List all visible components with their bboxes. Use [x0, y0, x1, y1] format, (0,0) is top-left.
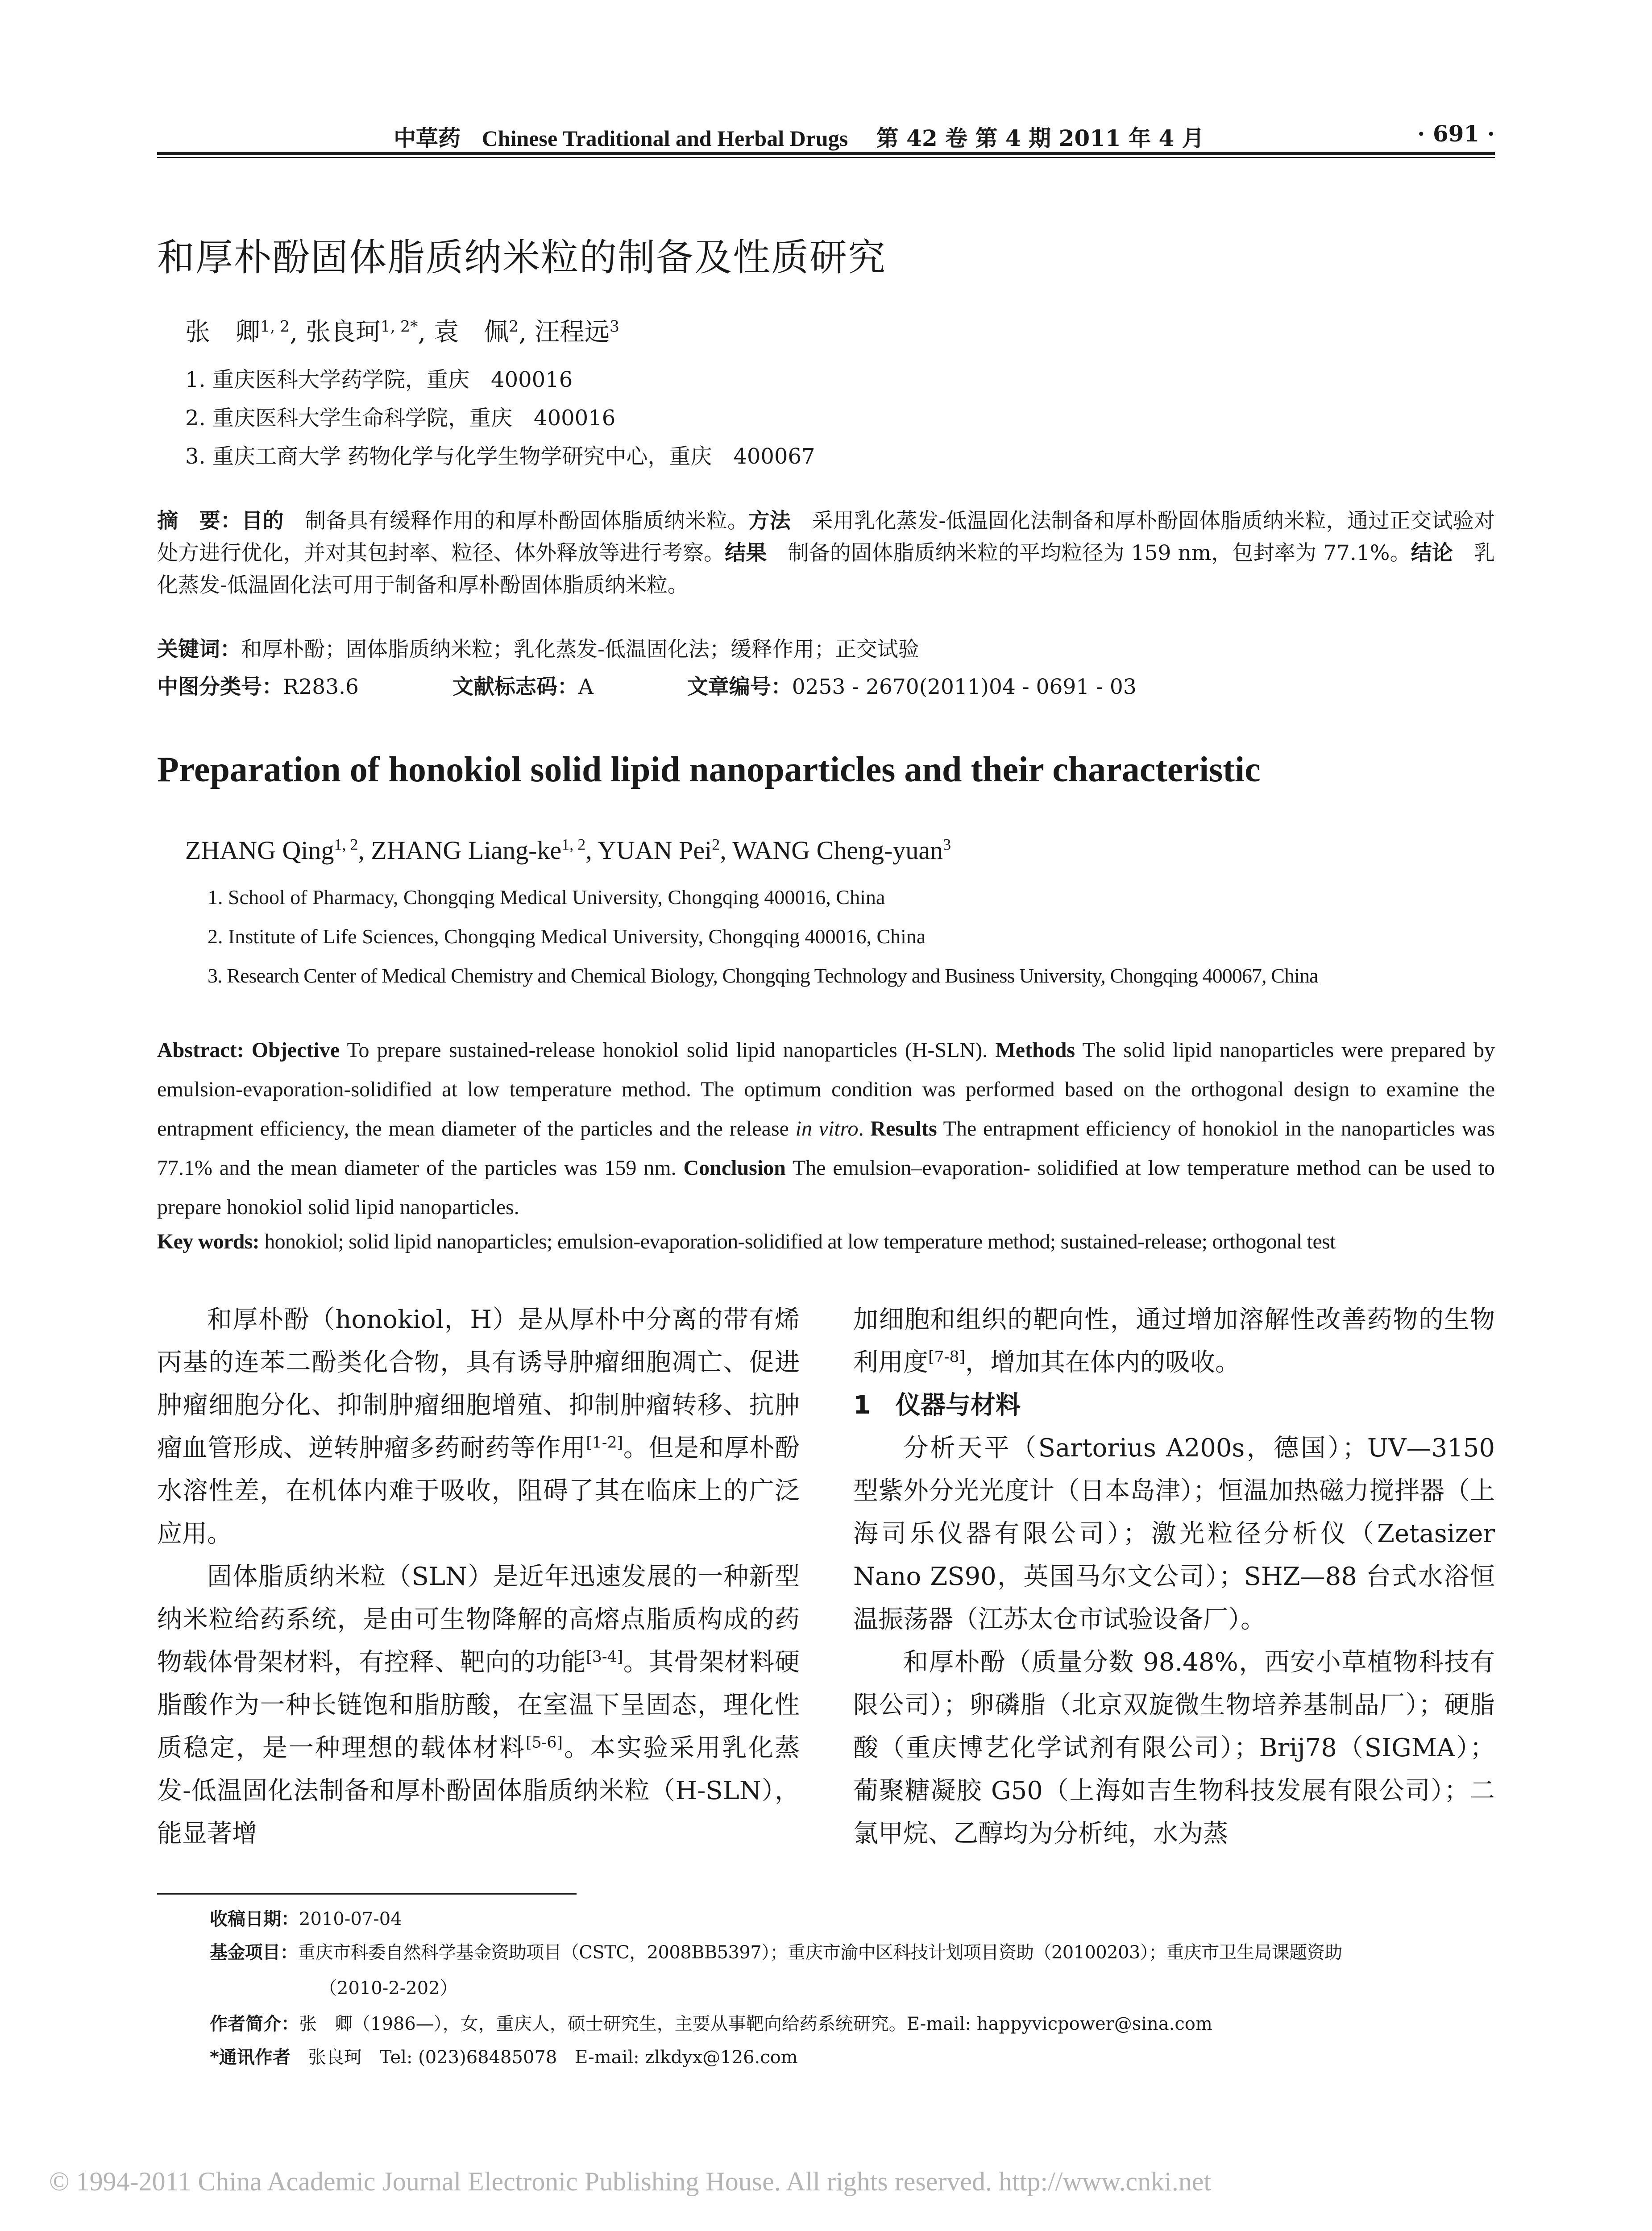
running-header [157, 117, 1495, 153]
footnote-author: 作者简介：张 卿（1986—），女，重庆人，硕士研究生，主要从事靶向给药系统研究。E-mail: happyvicpower@sina.com [210, 2014, 1212, 2034]
affiliation-cn-1: 1. 重庆医科大学药学院，重庆 400016 [185, 367, 573, 392]
header-rule-thick [157, 152, 1495, 155]
classification-line: 中图分类号：R283.6 文献标志码：A 文章编号：0253 - 2670(2011)04 - 0691 - 03 [157, 675, 1137, 699]
author-cn-3: 袁 佩 [434, 318, 509, 347]
affiliation-cn-2: 2. 重庆医科大学生命科学院，重庆 400016 [185, 406, 616, 431]
abstract-en: Abstract: Objective To prepare sustained-release honokiol solid lipid nanoparticles (H-SLN). Methods The solid lipid nanoparticles were prepared by emulsion-evaporation-solidified at low temperature method. The optimum condition was performed based on the orthogonal design to examine the entrapment efficiency, the mean diameter of the particles and the release in vitro. Results The entrapment efficiency of honokiol in the nanoparticles was 77.1% and the mean diameter of the particles was 159 nm. Conclusion The emulsion–evaporation- solidified at low temperature method can be used to prepare honokiol solid lipid nanoparticles. [157, 1038, 1495, 1219]
issue-info: 第 42 卷 第 4 期 2011 年 4 月 [876, 125, 1204, 151]
journal-info [394, 120, 1204, 153]
author-cn-2: 张良珂 [305, 318, 381, 347]
copyright-notice: © 1994-2011 China Academic Journal Electronic Publishing House. All rights reserved. http://www.cnki.net [49, 2167, 1212, 2196]
paragraph: 加细胞和组织的靶向性，通过增加溶解性改善药物的生物利用度[7-8]，增加其在体内的吸收。 [853, 1305, 1495, 1377]
affiliation-en-3: 3. Research Center of Medical Chemistry and Chemical Biology, Chongqing Technology and Business University, Chongqing 400067, China [208, 964, 1318, 987]
affiliation-en-1: 1. School of Pharmacy, Chongqing Medical University, Chongqing 400016, China [208, 886, 885, 908]
author-en-4: WANG Cheng-yuan [732, 836, 943, 865]
paragraph: 和厚朴酚（质量分数 98.48%，西安小草植物科技有限公司）；卵磷脂（北京双旋微生物培养基制品厂）；硬脂酸（重庆博艺化学试剂有限公司）；Brij78（SIGMA）；葡聚糖凝胶 G50（上海如吉生物科技发展有限公司）；二氯甲烷、乙醇均为分析纯，水为蒸 [853, 1648, 1495, 1848]
affiliation-cn-3: 3. 重庆工商大学 药物化学与化学生物学研究中心，重庆 400067 [185, 444, 815, 469]
body-column-left [157, 1298, 800, 1855]
page-number: · 691 · [1417, 120, 1495, 147]
body-column-right [853, 1298, 1495, 1855]
author-en-2: ZHANG Liang-ke [371, 836, 562, 865]
authors-en: ZHANG Qing$^{1, 2}$, ZHANG Liang-ke$^{1, 2}$, YUAN Pei$^2$, WANG Cheng-yuan$^3$ [185, 835, 951, 865]
section-heading: 1 仪器与材料 [853, 1391, 1021, 1420]
footnote-received: 收稿日期：2010-07-04 [210, 1909, 402, 1929]
footnote-fund-cont: （2010-2-202） [319, 1978, 458, 1999]
authors-cn: 张 卿$^{1, 2}$, 张良珂$^{1, 2*}$, 袁 佩$^2$, 汪程远$^3$ [185, 318, 619, 347]
paragraph: 分析天平（Sartorius A200s，德国）；UV—3150 型紫外分光光度计（日本岛津）；恒温加热磁力搅拌器（上海司乐仪器有限公司）；激光粒径分析仪（Zetasizer Nano ZS90，英国马尔文公司）；SHZ—88 台式水浴恒温振荡器（江苏太仓市试验设备厂）。 [853, 1434, 1495, 1634]
affiliation-en-2: 2. Institute of Life Sciences, Chongqing Medical University, Chongqing 400016, China [208, 925, 926, 948]
paragraph: 和厚朴酚（honokiol，H）是从厚朴中分离的带有烯丙基的连苯二酚类化合物，具有诱导肿瘤细胞凋亡、促进肿瘤细胞分化、抑制肿瘤细胞增殖、抑制肿瘤转移、抗肿瘤血管形成、逆转肿瘤多药耐药等作用[1-2]。但是和厚朴酚水溶性差，在机体内难于吸收，阻碍了其在临床上的广泛应用。 [157, 1305, 800, 1548]
journal-name-en: Chinese Traditional and Herbal Drugs [481, 126, 848, 151]
keywords-en: Key words: honokiol; solid lipid nanoparticles; emulsion-evaporation-solidified at low temperature method; sustained-release; orthogonal test [157, 1230, 1336, 1253]
abstract-cn: 摘 要：目的 制备具有缓释作用的和厚朴酚固体脂质纳米粒。方法 采用乳化蒸发-低温固化法制备和厚朴酚固体脂质纳米粒，通过正交试验对处方进行优化，并对其包封率、粒径、体外释放等进行考察。结果 制备的固体脂质纳米粒的平均粒径为 159 nm，包封率为 77.1%。结论 乳化蒸发-低温固化法可用于制备和厚朴酚固体脂质纳米粒。 [157, 509, 1495, 597]
author-cn-1: 张 卿 [185, 318, 260, 347]
footnote-fund: 基金项目：重庆市科委自然科学基金资助项目（CSTC，2008BB5397）；重庆市渝中区科技计划项目资助（20100203）；重庆市卫生局课题资助 [210, 1942, 1342, 1963]
footnote-corresponding: *通讯作者 张良珂 Tel: (023)68485078 E-mail: zlkdyx@126.com [210, 2047, 798, 2068]
journal-name-cn: 中草药 [394, 125, 461, 151]
keywords-cn: 关键词：和厚朴酚；固体脂质纳米粒；乳化蒸发-低温固化法；缓释作用；正交试验 [157, 637, 919, 662]
author-cn-4: 汪程远 [534, 318, 610, 347]
header-rule-thin [157, 157, 1495, 158]
title-en: Preparation of honokiol solid lipid nanoparticles and their characteristic [157, 750, 1261, 789]
footnote-rule [157, 1893, 577, 1895]
author-en-1: ZHANG Qing [185, 836, 334, 865]
paragraph: 固体脂质纳米粒（SLN）是近年迅速发展的一种新型纳米粒给药系统，是由可生物降解的高熔点脂质构成的药物载体骨架材料，有控释、靶向的功能[3-4]。其骨架材料硬脂酸作为一种长链饱和脂肪酸，在室温下呈固态，理化性质稳定，是一种理想的载体材料[5-6]。本实验采用乳化蒸发-低温固化法制备和厚朴酚固体脂质纳米粒（H-SLN），能显著增 [157, 1562, 800, 1848]
title-cn: 和厚朴酚固体脂质纳米粒的制备及性质研究 [157, 236, 887, 279]
author-en-3: YUAN Pei [598, 836, 712, 865]
